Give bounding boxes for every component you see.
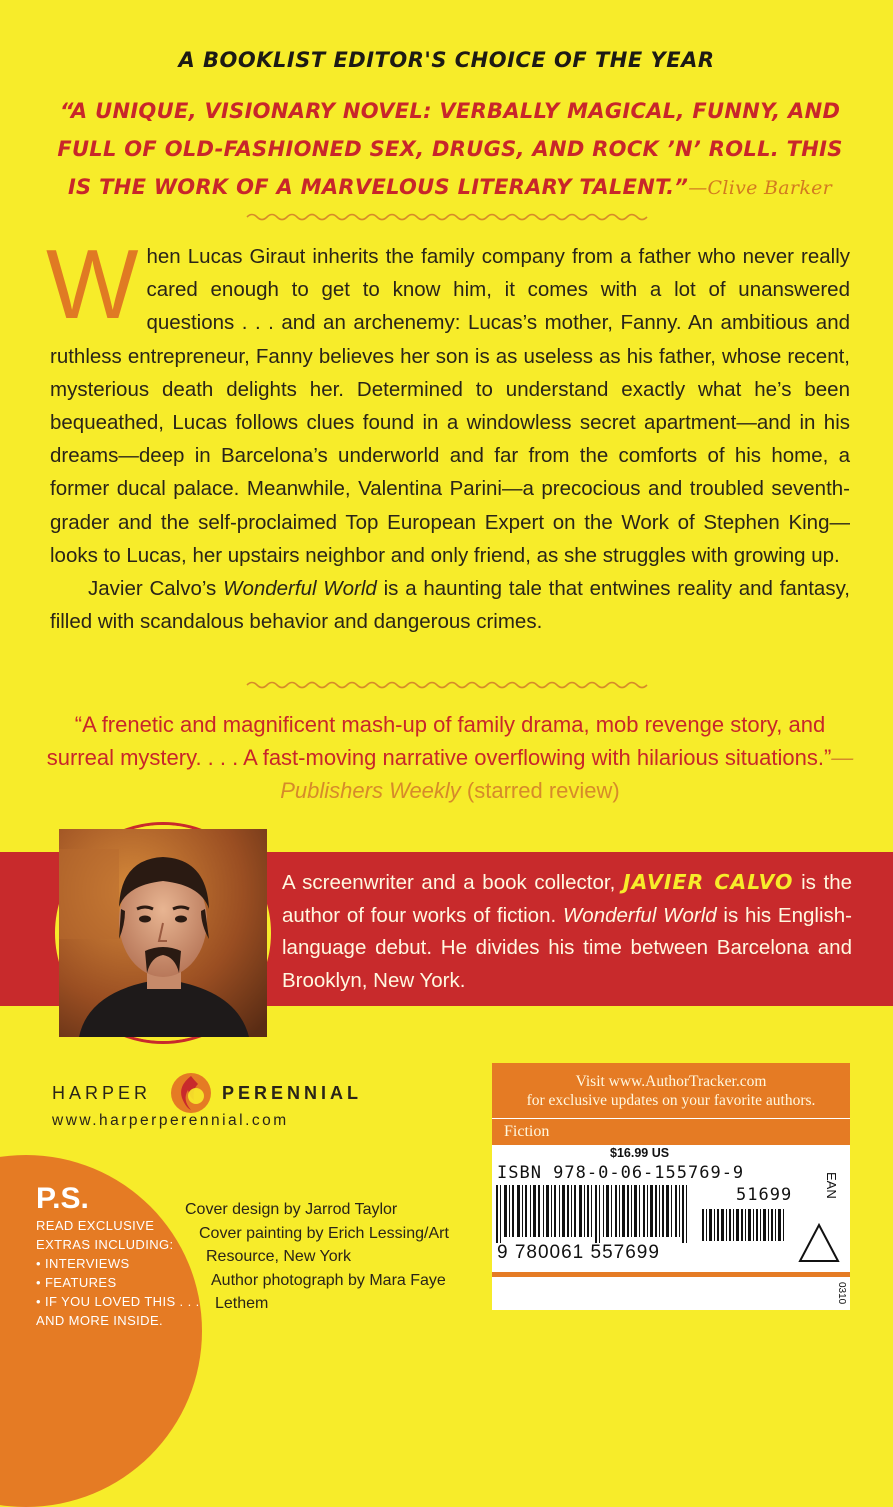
credit-line: Cover painting by Erich Lessing/Art — [199, 1224, 449, 1242]
book-description — [46, 229, 851, 638]
top-quote-text: “A UNIQUE, VISIONARY NOVEL: VERBALLY MAGICAL, FUNNY, AND FULL OF OLD-FASHIONED SEX, DRUGS, AND ROCK ’N’ ROLL. THIS IS THE WORK OF A MARVELOUS LITERARY TALENT.” — [57, 99, 843, 199]
promo-line: for exclusive updates on your favorite authors. — [526, 1092, 816, 1109]
harper-flame-logo-icon — [170, 1072, 212, 1114]
ean-label — [812, 1170, 839, 1210]
barcode-bottom-bar — [492, 1272, 850, 1277]
authortracker-promo — [492, 1063, 850, 1118]
ps-line: • IF YOU LOVED THIS . . . — [36, 1294, 200, 1309]
wavy-divider — [247, 679, 647, 691]
ean-text: EAN — [824, 1172, 839, 1199]
bio-text-mid: is the author of four works of fiction. — [282, 871, 853, 927]
description-paragraph-1 — [46, 229, 850, 572]
paragraph-2-text-end: is a haunting tale that entwines reality and fantasy, filled with scandalous behavior and dangerous crimes. — [50, 577, 851, 634]
book-title: Wonderful World — [223, 577, 377, 601]
author-bio — [282, 866, 852, 997]
genre-label: Fiction — [492, 1119, 850, 1145]
bio-book-title: Wonderful World — [562, 903, 717, 927]
bio-text-end: is his English-language debut. He divides his time between Barcelona and Brooklyn, New York. — [282, 903, 852, 992]
publisher-perennial: PERENNIAL — [222, 1083, 363, 1103]
review-quote-text: “A frenetic and magnificent mash-up of family drama, mob revenge story, and surreal mystery. . . . A fast-moving narrative overflowing with hilarious situations.” — [46, 712, 832, 770]
top-quote — [50, 92, 850, 207]
ps-line: EXTRAS INCLUDING: — [36, 1237, 174, 1252]
ps-line: • FEATURES — [36, 1275, 117, 1290]
price: $16.99 US — [610, 1146, 670, 1160]
credit-line: Resource, New York — [206, 1248, 351, 1265]
print-code-text: 0310 — [836, 1282, 847, 1305]
review-note: (starred review) — [460, 778, 620, 803]
ps-line: READ EXCLUSIVE — [36, 1218, 155, 1233]
triangle-icon — [798, 1223, 840, 1263]
credit-line: Author photograph by Mara Faye — [211, 1271, 446, 1289]
author-name: JAVIER CALVO — [622, 870, 794, 894]
top-quote-attribution: —Clive Barker — [688, 177, 833, 199]
price-supplement: 51699 — [736, 1185, 793, 1205]
ps-badge — [0, 1155, 202, 1507]
credit-line: Cover design by Jarrod Taylor — [185, 1201, 398, 1218]
drop-cap: W — [46, 229, 139, 339]
author-photo — [55, 825, 271, 1041]
description-paragraph-2 — [50, 572, 850, 638]
award-headline: A BOOKLIST EDITOR'S CHOICE OF THE YEAR — [178, 48, 715, 72]
wavy-divider — [247, 211, 647, 223]
ps-line: • INTERVIEWS — [36, 1256, 130, 1271]
isbn: ISBN 978-0-06-155769-9 — [497, 1163, 745, 1183]
bio-text-start: A screenwriter and a book collector, — [282, 871, 623, 894]
ps-extras-list — [36, 1216, 200, 1330]
cover-credits — [185, 1198, 449, 1316]
promo-line: Visit www.AuthorTracker.com — [575, 1073, 767, 1090]
review-quote — [40, 708, 860, 807]
review-source: —Publishers Weekly — [280, 745, 854, 803]
ps-line: AND MORE INSIDE. — [36, 1313, 164, 1328]
paragraph-1-text: hen Lucas Giraut inherits the family company from a father who never really cared enough to get to know him, it comes with a lot of unanswered questions . . . and an archenemy: Lucas’s mother, Fanny. An ambitious and ruthless entrepreneur, Fanny believes her son is as useless as his father, whose recent, mysterious death delights her. Determined to understand exactly what he’s been bequeathed, Lucas follows clues found in a windowless secret apartment—and in his dreams—deep in Barcelona’s underworld and far from the comforts of his home, a former ducal palace. Meanwhile, Valentina Parini—a precocious and troubled seventh-grader and the self-proclaimed Top European Expert on the Work of Stephen King—looks to Lucas, her upstairs neighbor and only friend, as she struggles with growing up. — [50, 245, 850, 567]
print-code — [835, 1280, 851, 1310]
publisher-url: www.harperperennial.com — [52, 1112, 289, 1129]
barcode-digits: 9 780061 557699 — [497, 1242, 660, 1263]
ps-title: P.S. — [36, 1182, 89, 1215]
paragraph-2-text-start: Javier Calvo’s — [88, 577, 224, 601]
publisher-harper: HARPER — [52, 1083, 152, 1103]
credit-line: Lethem — [215, 1295, 269, 1312]
